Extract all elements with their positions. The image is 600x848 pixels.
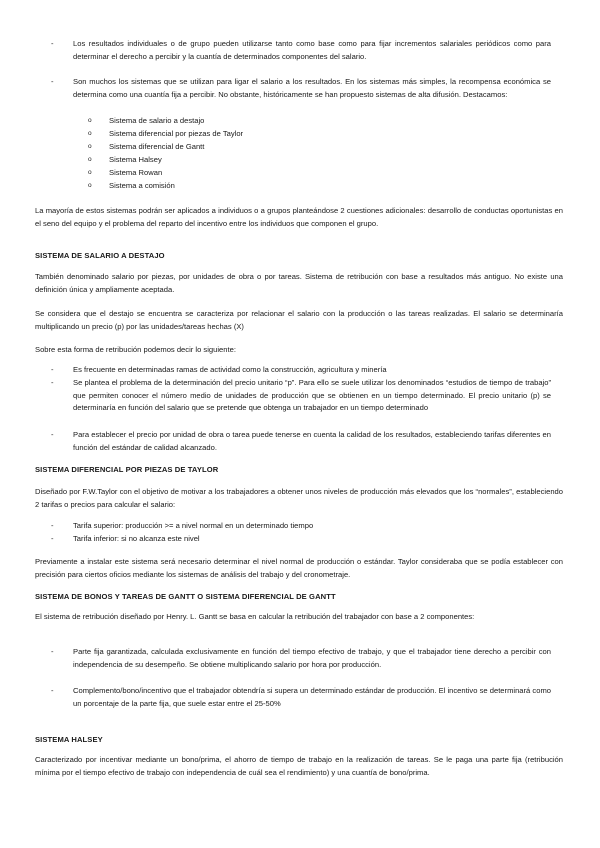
- bullet-marker: -: [51, 378, 54, 387]
- bullet-marker: -: [51, 521, 54, 530]
- gantt-bullet-1: [35, 646, 563, 671]
- intro-paragraph: La mayoría de estos sistemas podrán ser aplicados a individuos o a grupos planteándose 2 cuestiones adicionales: desarrollo de conductas oportunistas en el seno del equipo y el problema del reparto del incentivo entre los individuos que componen el grupo.: [35, 206, 563, 228]
- gantt-bullet-2: [35, 685, 563, 710]
- systems-list-text: Sistema a comisión: [109, 181, 175, 190]
- destajo-paragraph-2: Se considera que el destajo se encuentra se caracteriza por relacionar el salario con la producción o las tareas realizadas. El salario se determinaría multiplicando un precio (p) por las unidades/tareas hechas (X): [35, 309, 563, 331]
- bullet-text: Son muchos los sistemas que se utilizan para ligar el salario a los resultados. En los sistemas más simples, la recompensa económica se determina como una cuantía fija a percibir. No obstante, históricamente se han propuesto sistemas de alta difusión. Destacamos:: [73, 77, 551, 99]
- bullet-text: Tarifa inferior: si no alcanza este nivel: [73, 534, 200, 543]
- bullet-marker: -: [51, 430, 54, 439]
- bullet-marker: -: [51, 534, 54, 543]
- systems-list-item: [88, 115, 204, 128]
- section-heading-halsey: SISTEMA HALSEY: [35, 735, 103, 744]
- bullet-marker: -: [51, 647, 54, 656]
- systems-list-item: [88, 167, 162, 180]
- systems-list-text: Sistema Halsey: [109, 155, 162, 164]
- bullet-text: Los resultados individuales o de grupo pueden utilizarse tanto como base como para fijar incrementos salariales periódicos como para determinar el derecho a percibir y la cuantía de determinados componentes del salario.: [73, 39, 551, 61]
- taylor-paragraph-2: Previamente a instalar este sistema será necesario determinar el nivel normal de producción o estándar. Taylor consideraba que se podía establecer con precisión para ciertos oficios mediante los sistemas de análisis del trabajo y del cronometraje.: [35, 557, 563, 579]
- taylor-bullet-1: [35, 520, 563, 533]
- intro-bullet-1: [35, 38, 563, 63]
- bullet-text: Tarifa superior: producción >= a nivel normal en un determinado tiempo: [73, 521, 314, 530]
- sub-bullet-marker: o: [88, 182, 92, 189]
- bullet-text: Se plantea el problema de la determinación del precio unitario “p”. Para ello se suele utilizar los denominados “estudios de tiempo de trabajo” que permiten conocer el número medio de unidades de producción que se obtienen en un tiempo determinado. El precio unitario (p) se determinaría en función del salario que se pretende que obtenga un trabajador en un tiempo determinado: [73, 378, 551, 413]
- bullet-text: Parte fija garantizada, calculada exclusivamente en función del tiempo efectivo de trabajo, y que el trabajador tiene derecho a percibir con independencia de su desempeño. Se obtiene multiplicando salario por hora por producción.: [73, 647, 551, 669]
- gantt-paragraph-1: El sistema de retribución diseñado por Henry. L. Gantt se basa en calcular la retribución del trabajador con base a 2 componentes:: [35, 612, 475, 621]
- destajo-bullet-3: [35, 429, 563, 454]
- destajo-bullet-1: [35, 364, 563, 377]
- systems-list-item: [88, 154, 162, 167]
- systems-list-item: [88, 180, 175, 193]
- section-heading-destajo: SISTEMA DE SALARIO A DESTAJO: [35, 251, 165, 260]
- taylor-bullet-2: [35, 533, 563, 546]
- systems-list-text: Sistema de salario a destajo: [109, 116, 205, 125]
- systems-list-item: [88, 141, 204, 154]
- section-heading-taylor: SISTEMA DIFERENCIAL POR PIEZAS DE TAYLOR: [35, 465, 219, 474]
- bullet-marker: -: [51, 365, 54, 374]
- sub-bullet-marker: o: [88, 143, 92, 150]
- destajo-paragraph-3: Sobre esta forma de retribución podemos decir lo siguiente:: [35, 345, 236, 354]
- destajo-bullet-2: [35, 377, 563, 415]
- destajo-paragraph-1: También denominado salario por piezas, por unidades de obra o por tareas. Sistema de retribución con base a resultados más antiguo. No existe una definición única y ampliamente aceptada.: [35, 272, 563, 294]
- systems-list-text: Sistema Rowan: [109, 168, 163, 177]
- sub-bullet-marker: o: [88, 130, 92, 137]
- sub-bullet-marker: o: [88, 156, 92, 163]
- bullet-marker: -: [51, 39, 54, 48]
- halsey-paragraph-1: Caracterizado por incentivar mediante un bono/prima, el ahorro de tiempo de trabajo en la realización de tareas. Se le paga una parte fija (retribución mínima por el tiempo efectivo de trabajo con independencia de cuál sea el rendimiento) y una cuantía de bono/prima.: [35, 755, 563, 777]
- taylor-paragraph-1: Diseñado por F.W.Taylor con el objetivo de motivar a los trabajadores a obtener unos niveles de producción más elevados que los “normales”, estableciendo 2 tarifas o precios para calcular el salario:: [35, 487, 563, 509]
- systems-list-text: Sistema diferencial de Gantt: [109, 142, 205, 151]
- systems-list-text: Sistema diferencial por piezas de Taylor: [109, 129, 244, 138]
- sub-bullet-marker: o: [88, 169, 92, 176]
- bullet-text: Complemento/bono/incentivo que el trabajador obtendría si supera un determinado estándar de producción. El incentivo se determinará como un porcentaje de la parte fija, que suele estar entre el 25-50%: [73, 686, 551, 708]
- bullet-marker: -: [51, 77, 54, 86]
- sub-bullet-marker: o: [88, 117, 92, 124]
- intro-bullet-2: [35, 76, 563, 101]
- bullet-marker: -: [51, 686, 54, 695]
- systems-list-item: [88, 128, 243, 141]
- section-heading-gantt: SISTEMA DE BONOS Y TAREAS DE GANTT O SISTEMA DIFERENCIAL DE GANTT: [35, 592, 336, 601]
- bullet-text: Para establecer el precio por unidad de obra o tarea puede tenerse en cuenta la calidad de los resultados, estableciendo tarifas diferentes en función del estándar de calidad alcanzado.: [73, 430, 551, 452]
- bullet-text: Es frecuente en determinadas ramas de actividad como la construcción, agricultura y minería: [73, 365, 387, 374]
